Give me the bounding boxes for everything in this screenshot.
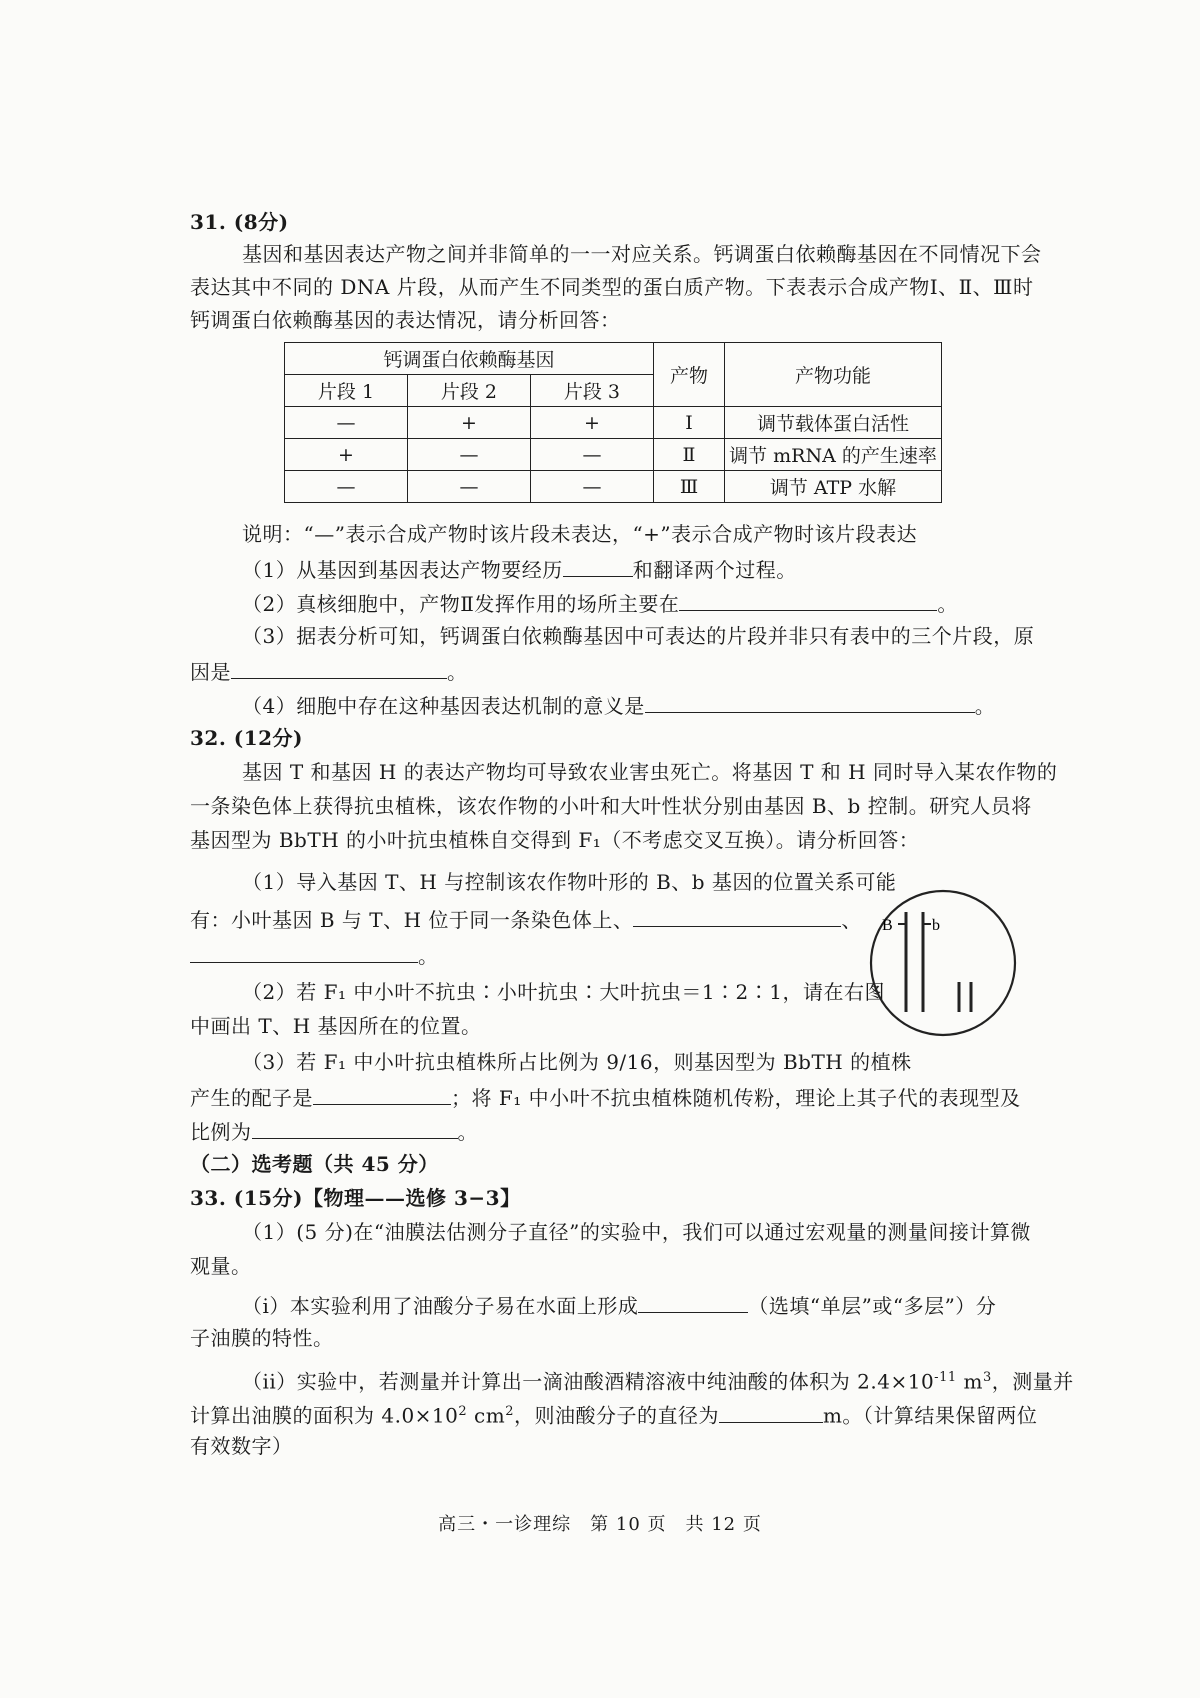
table-cell: + [407, 407, 530, 439]
table-cell: — [285, 407, 408, 439]
answer-blank[interactable] [633, 904, 841, 927]
chromosome-figure[interactable] [868, 888, 1018, 1038]
answer-blank[interactable] [190, 940, 418, 963]
answer-blank[interactable] [231, 656, 447, 679]
table-cell: 调节 ATP 水解 [725, 471, 942, 503]
table-note: 说明：“—”表示合成产物时该片段未表达，“+”表示合成产物时该片段表达 [242, 522, 918, 546]
q32-sub1: （1）导入基因 T、H 与控制该农作物叶形的 B、b 基因的位置关系可能 [242, 870, 897, 894]
table-cell: — [530, 471, 653, 503]
q31-para-line: 钙调蛋白依赖酶基因的表达情况，请分析回答： [190, 308, 621, 332]
answer-blank[interactable] [252, 1116, 458, 1139]
table-function-header: 产物功能 [725, 343, 942, 407]
gene-label-upper: B [882, 917, 893, 934]
table-cell: Ⅰ [654, 407, 725, 439]
q33-p1: （1）(5 分)在“油膜法估测分子直径”的实验中，我们可以通过宏观量的测量间接计算微 [242, 1220, 1031, 1244]
q32-sub1-cont: 有：小叶基因 B 与 T、H 位于同一条染色体上、 、 [190, 904, 862, 934]
q31-sub3: （3）据表分析可知，钙调蛋白依赖酶基因中可表达的片段并非只有表中的三个片段，原 [242, 624, 1035, 648]
table-column-header: 片段 1 [285, 375, 408, 407]
table-cell: — [285, 471, 408, 503]
q32-para-line: 基因 T 和基因 H 的表达产物均可导致农业害虫死亡。将基因 T 和 H 同时导入某农作物的 [242, 760, 1058, 784]
q33-i: （i）本实验利用了油酸分子易在水面上形成 （选填“单层”或“多层”）分 [242, 1290, 996, 1320]
q32-sub3-cont: 产生的配子是 ；将 F₁ 中小叶不抗虫植株随机传粉，理论上其子代的表现型及 [190, 1082, 1021, 1112]
q33-p1-cont: 观量。 [190, 1254, 252, 1278]
q33-header: 33. (15分)【物理——选修 3−3】 [190, 1186, 521, 1210]
answer-blank[interactable] [563, 554, 633, 577]
table-column-header: 片段 3 [530, 375, 653, 407]
q33-ii-cont: 计算出油膜的面积为 $4.0\times 10^2$ $cm^2$，则油酸分子的直径为 m。（计算结果保留两位 [190, 1398, 1037, 1430]
q32-sub3: （3）若 F₁ 中小叶抗虫植株所占比例为 9/16，则基因型为 BbTH 的植株 [242, 1050, 912, 1074]
table-cell: — [407, 439, 530, 471]
q31-sub3-cont: 因是 。 [190, 656, 468, 686]
table-product-header: 产物 [654, 343, 725, 407]
q33-ii-cont2: 有效数字） [190, 1434, 293, 1458]
q31-sub2: （2）真核细胞中，产物Ⅱ发挥作用的场所主要在 。 [242, 588, 958, 618]
q32-sub2: （2）若 F₁ 中小叶不抗虫∶小叶抗虫∶大叶抗虫＝1∶2∶1，请在右图 [242, 980, 886, 1004]
q31-sub1: （1）从基因到基因表达产物要经历 和翻译两个过程。 [242, 554, 797, 584]
q31-para-line: 表达其中不同的 DNA 片段，从而产生不同类型的蛋白质产物。下表表示合成产物Ⅰ、Ⅱ、Ⅲ时 [190, 275, 1034, 299]
q33-ii: （ii）实验中，若测量并计算出一滴油酸酒精溶液中纯油酸的体积为 $2.4\times 10^{-11}$ $m^3$，测量并 [242, 1369, 1074, 1394]
q32-sub1-cont2: 。 [190, 940, 439, 970]
table-cell: + [530, 407, 653, 439]
table-row [285, 439, 942, 471]
chromosome-diagram [868, 888, 1018, 1038]
q31-header: 31. (8分) [190, 210, 289, 234]
page-footer: 高三・一诊理综 第 10 页 共 12 页 [438, 1514, 762, 1535]
table-group-header: 钙调蛋白依赖酶基因 [285, 343, 654, 375]
q33-i-cont: 子油膜的特性。 [190, 1326, 334, 1350]
table-cell: — [530, 439, 653, 471]
q32-para-line: 基因型为 BbTH 的小叶抗虫植株自交得到 F₁（不考虑交叉互换）。请分析回答： [190, 828, 920, 852]
section-title: （二）选考题（共 45 分） [190, 1152, 439, 1176]
table-cell: — [407, 471, 530, 503]
q32-header: 32. (12分) [190, 726, 304, 750]
table-cell: + [285, 439, 408, 471]
table-cell: 调节 mRNA 的产生速率 [725, 439, 942, 471]
q32-para-line: 一条染色体上获得抗虫植株，该农作物的小叶和大叶性状分别由基因 B、b 控制。研究人员将 [190, 794, 1032, 818]
q32-sub3-cont2: 比例为 。 [190, 1116, 478, 1146]
cell-outline [871, 891, 1015, 1035]
answer-blank[interactable] [679, 588, 937, 611]
table-row [285, 407, 942, 439]
gene-label-lower: b [932, 917, 940, 934]
table-row [285, 471, 942, 503]
answer-blank[interactable] [719, 1400, 823, 1423]
q31-para-line: 基因和基因表达产物之间并非简单的一一对应关系。钙调蛋白依赖酶基因在不同情况下会 [242, 242, 1042, 266]
table-column-header: 片段 2 [407, 375, 530, 407]
answer-blank[interactable] [638, 1290, 748, 1313]
gene-expression-table [284, 342, 942, 503]
table-cell: 调节载体蛋白活性 [725, 407, 942, 439]
table-cell: Ⅲ [654, 471, 725, 503]
q31-sub4: （4）细胞中存在这种基因表达机制的意义是 。 [242, 690, 995, 720]
table-cell: Ⅱ [654, 439, 725, 471]
answer-blank[interactable] [645, 690, 975, 713]
q32-sub2-cont: 中画出 T、H 基因所在的位置。 [190, 1014, 482, 1038]
answer-blank[interactable] [313, 1082, 451, 1105]
